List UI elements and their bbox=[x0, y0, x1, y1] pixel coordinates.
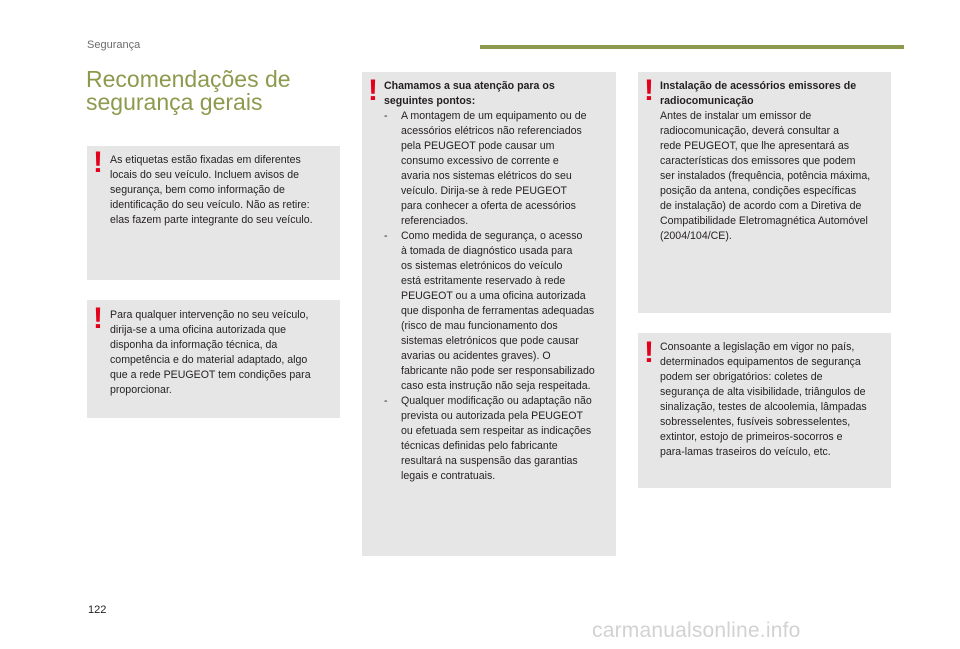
text-line: à tomada de diagnóstico usada para bbox=[401, 245, 573, 257]
text-line: avarias ou acidentes graves). O bbox=[401, 350, 551, 362]
text-line: Qualquer modificação ou adaptação não bbox=[401, 395, 592, 407]
text-line: veículo. Dirija-se à rede PEUGEOT bbox=[401, 185, 568, 197]
text-line: PEUGEOT ou a uma oficina autorizada bbox=[401, 290, 586, 302]
text-line: de instalação) de acordo com a Diretiva de bbox=[660, 200, 862, 212]
text-line: acessórios elétricos não referenciados bbox=[401, 125, 582, 137]
text-line: locais do seu veículo. Incluem avisos de bbox=[110, 169, 300, 181]
warning-icon: ! bbox=[93, 146, 103, 179]
text-line: extintor, estojo de primeiros-socorros e bbox=[660, 431, 843, 443]
page-title-line: segurança gerais bbox=[86, 89, 263, 115]
text-line: sistemas eletrónicos que pode causar bbox=[401, 335, 579, 347]
text-line: dirija-se a uma oficina autorizada que bbox=[110, 324, 287, 336]
text-line: seguintes pontos: bbox=[384, 95, 476, 107]
warning-heading bbox=[384, 79, 614, 109]
header-accent-bar bbox=[480, 45, 904, 49]
text-line: legais e contratuais. bbox=[401, 470, 496, 482]
warning-icon: ! bbox=[368, 74, 378, 107]
warning-box-radio bbox=[638, 72, 891, 313]
text-line: (2004/104/CE). bbox=[660, 230, 732, 242]
text-line: sobresselentes, fusíveis sobresselentes, bbox=[660, 416, 851, 428]
warning-text bbox=[660, 79, 890, 244]
text-line: podem ser obrigatórios: coletes de bbox=[660, 371, 823, 383]
warning-box-equipment bbox=[638, 333, 891, 488]
text-line: segurança, bem como informação de bbox=[110, 184, 285, 196]
text-line: que a rede PEUGEOT tem condições para bbox=[110, 369, 311, 381]
warning-box-labels bbox=[87, 146, 340, 280]
text-line: para conhecer a oferta de acessórios bbox=[401, 200, 576, 212]
text-line: Consoante a legislação em vigor no país, bbox=[660, 341, 855, 353]
text-line: rede PEUGEOT, que lhe apresentará as bbox=[660, 140, 850, 152]
text-line: sinalização, testes de alcoolemia, lâmpadas bbox=[660, 401, 867, 413]
bullet-dash: - bbox=[384, 395, 388, 407]
text-line: proporcionar. bbox=[110, 384, 172, 396]
text-line: Instalação de acessórios emissores de bbox=[660, 80, 857, 92]
text-line: técnicas definidas pelo fabricante bbox=[401, 440, 558, 452]
text-line: características dos emissores que podem bbox=[660, 155, 856, 167]
text-line: Como medida de segurança, o acesso bbox=[401, 230, 583, 242]
text-line: determinados equipamentos de segurança bbox=[660, 356, 861, 368]
list-item bbox=[384, 109, 614, 229]
bullet-dash: - bbox=[384, 230, 388, 242]
warning-text bbox=[660, 340, 890, 460]
text-line: está estritamente reservado à rede bbox=[401, 275, 566, 287]
text-line: fabricante não pode ser responsabilizado bbox=[401, 365, 595, 377]
text-line: (risco de mau funcionamento dos bbox=[401, 320, 558, 332]
list-item bbox=[384, 229, 614, 394]
text-line: As etiquetas estão fixadas em diferentes bbox=[110, 154, 301, 166]
warning-icon: ! bbox=[93, 302, 103, 335]
warning-box-accessories bbox=[362, 72, 616, 556]
text-line: radiocomunicação bbox=[660, 95, 754, 107]
text-line: Chamamos a sua atenção para os bbox=[384, 80, 555, 92]
text-line: Para qualquer intervenção no seu veículo, bbox=[110, 309, 309, 321]
page-title-line: Recomendações de bbox=[86, 66, 291, 92]
text-line: consumo excessivo de corrente e bbox=[401, 155, 559, 167]
bullet-dash: - bbox=[384, 110, 388, 122]
text-line: que disponha de ferramentas adequadas bbox=[401, 305, 595, 317]
text-line: disponha da informação técnica, da bbox=[110, 339, 278, 351]
section-label: Segurança bbox=[87, 39, 141, 51]
list-item bbox=[384, 394, 614, 484]
text-line: ou efetuada sem respeitar as indicações bbox=[401, 425, 592, 437]
text-line: identificação do seu veículo. Não as retire: bbox=[110, 199, 310, 211]
text-line: posição da antena, condições específicas bbox=[660, 185, 857, 197]
text-line: caso esta instrução não seja respeitada. bbox=[401, 380, 591, 392]
text-line: prevista ou autorizada pela PEUGEOT bbox=[401, 410, 583, 422]
warning-icon: ! bbox=[644, 336, 654, 369]
text-line: A montagem de um equipamento ou de bbox=[401, 110, 587, 122]
text-line: segurança de alta visibilidade, triângulos de bbox=[660, 386, 866, 398]
text-line: Antes de instalar um emissor de bbox=[660, 110, 812, 122]
text-line: para-lamas traseiros do veículo, etc. bbox=[660, 446, 831, 458]
warning-icon: ! bbox=[644, 74, 654, 107]
text-line: referenciados. bbox=[401, 215, 469, 227]
warning-text bbox=[110, 308, 338, 398]
text-line: os sistemas eletrónicos do veículo bbox=[401, 260, 563, 272]
warning-text bbox=[110, 153, 338, 228]
warning-box-workshop bbox=[87, 300, 340, 418]
page-title bbox=[86, 68, 346, 114]
text-line: avaria nos sistemas elétricos do seu bbox=[401, 170, 572, 182]
text-line: Compatibilidade Eletromagnética Automóvel bbox=[660, 215, 868, 227]
warning-heading bbox=[660, 79, 890, 109]
text-line: competência e do material adaptado, algo bbox=[110, 354, 308, 366]
warning-text bbox=[384, 79, 614, 484]
text-line: resultará na suspensão das garantias bbox=[401, 455, 578, 467]
text-line: radiocomunicação, deverá consultar a bbox=[660, 125, 840, 137]
page-number: 122 bbox=[88, 604, 107, 616]
text-line: pela PEUGEOT pode causar um bbox=[401, 140, 555, 152]
text-line: ser instalados (frequência, potência máxima, bbox=[660, 170, 871, 182]
text-line: elas fazem parte integrante do seu veículo. bbox=[110, 214, 313, 226]
watermark: carmanualsonline.info bbox=[592, 619, 801, 642]
